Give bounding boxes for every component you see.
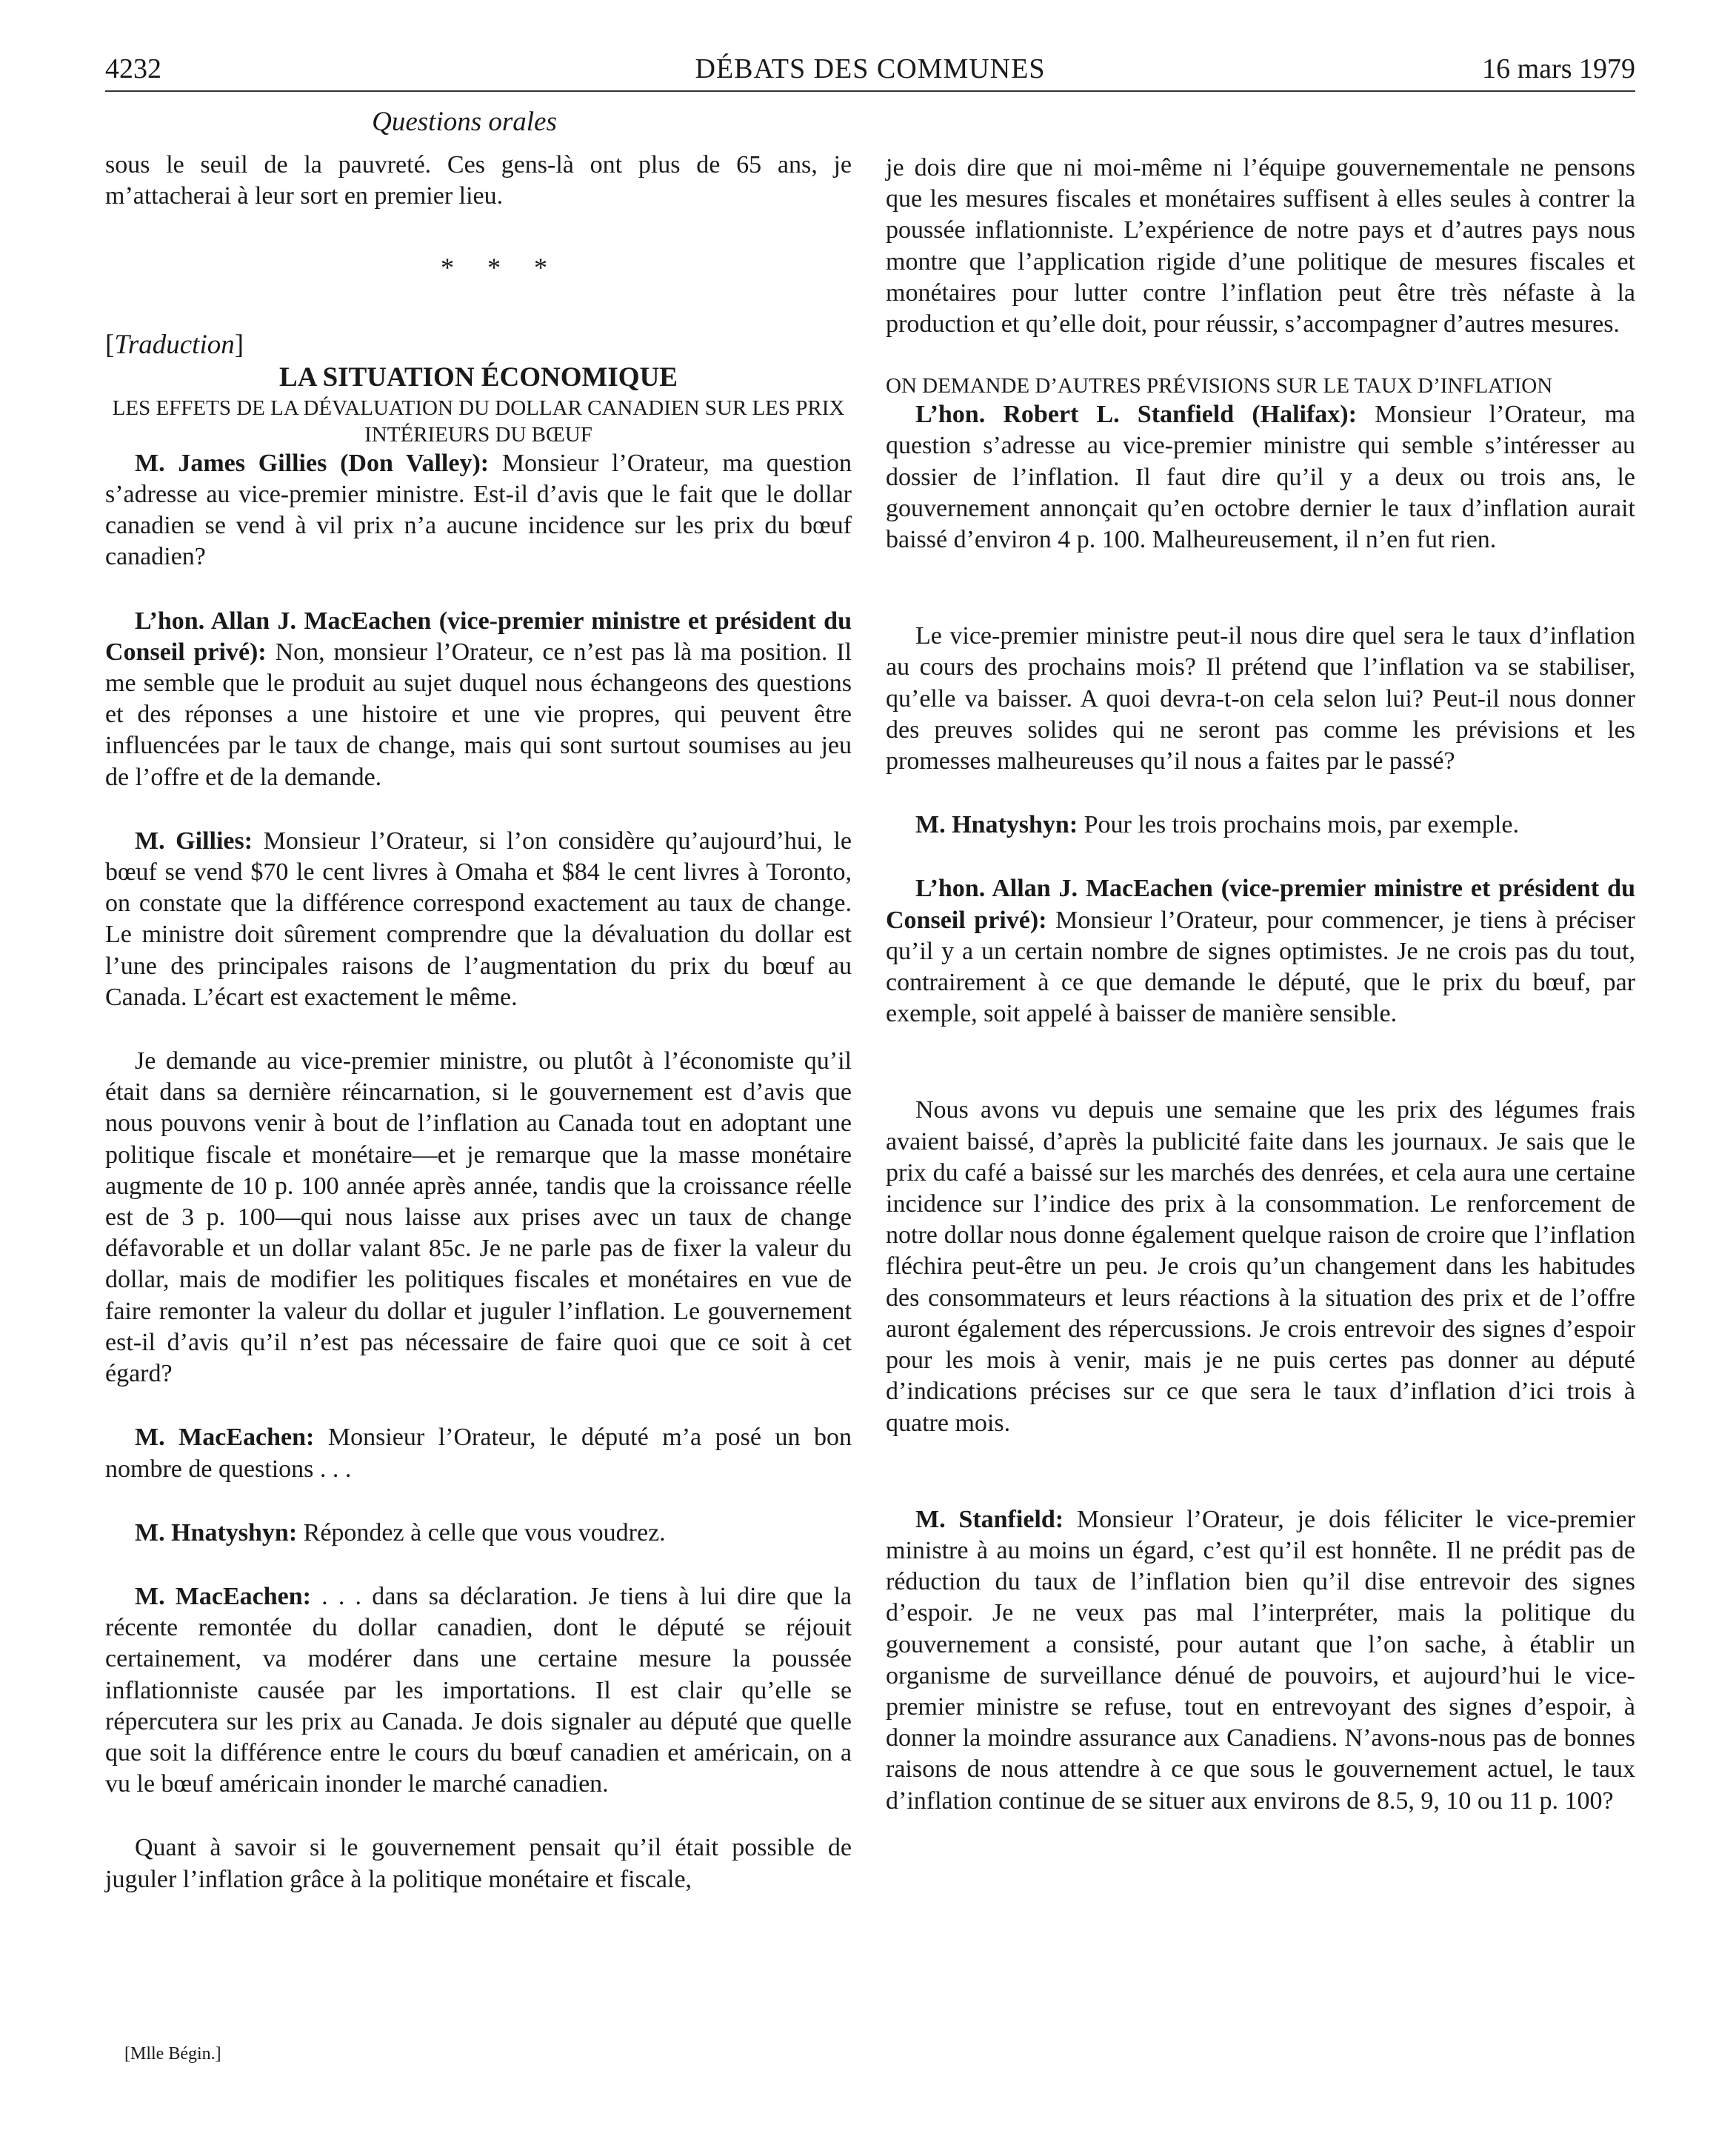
speaker-name: L’hon. Robert L. Stanfield (Halifax): xyxy=(915,401,1357,429)
speech-text: Monsieur l’Orateur, ma question s’adresse au vice-premier ministre. Est-il d’avis que le fait que le dollar canadien se vend à vil prix n’a aucune incidence sur les prix du bœuf canadien? xyxy=(105,449,852,571)
translation-tag: [Traduction] xyxy=(105,329,244,360)
paragraph xyxy=(105,1581,852,1800)
right-column xyxy=(886,153,1635,1817)
speaker-name: L’hon. Allan J. MacEachen (vice-premier ministre et président du Conseil privé): xyxy=(886,875,1635,934)
paragraph: sous le seuil de la pauvreté. Ces gens-là ont plus de 65 ans, je m’attacherai à leur sort en premier lieu. xyxy=(105,151,852,210)
speaker-name: M. Hnatyshyn: xyxy=(915,811,1078,839)
speech-text: Monsieur l’Orateur, je dois féliciter le vice-premier ministre à au moins un égard, c’est qu’il est honnête. Il ne prédit pas de réduction du taux de l’inflation bien qu’il dise entrevoir des signes d’espoir. Je ne veux pas mal l’interpréter, mais la politique du gouvernement a consisté, pour autant que l’on sache, à établir un organisme de surveillance dénué de pouvoirs, et aujourd’hui le vice-premier ministre se refuse, tout en entrevoyant des signes d’espoir, à donner la moindre assurance aux Canadiens. N’avons-nous pas de bonnes raisons de nous attendre à ce que sous le gouvernement actuel, le taux d’inflation continue de se situer aux environs de 8.5, 9, 10 ou 11 p. 100? xyxy=(886,1505,1635,1815)
publication-title: DÉBATS DES COMMUNES xyxy=(695,53,1046,84)
speaker-name: L’hon. Allan J. MacEachen (vice-premier ministre et président du Conseil privé): xyxy=(105,607,852,666)
paragraph xyxy=(105,448,852,573)
issue-date: 16 mars 1979 xyxy=(1482,53,1635,84)
speech-text: . . . dans sa déclaration. Je tiens à lui dire que la récente remontée du dollar canadien, dont le député se réjouit certainement, va modérer dans une certaine mesure la poussée inflationniste causée par les importations. Il est clair qu’elle se répercutera sur les prix au Canada. Je dois signaler au député que quelle que soit la différence entre le cours du bœuf canadien et américain, on a vu le bœuf américain inonder le marché canadien. xyxy=(105,1582,852,1798)
paragraph: Nous avons vu depuis une semaine que les prix des légumes frais avaient baissé, d’après la publicité faite dans les journaux. Je sais que le prix du café a baissé sur les marchés des denrées, et cela aura une certaine incidence sur l’indice des prix à la consommation. Le renforcement de notre dollar nous donne également quelque raison de croire que l’inflation fléchira peut-être un peu. Je crois qu’un changement dans les habitudes des consommateurs et leurs réactions à la situation des prix et de l’offre auront également des répercussions. Je crois entrevoir des signes d’espoir pour les mois à venir, mais je ne puis certes pas donner au député d’indications précises sur ce que sera le taux d’inflation d’ici trois à quatre mois. xyxy=(886,1096,1635,1437)
article-subheading: LES EFFETS DE LA DÉVALUATION DU DOLLAR CANADIEN SUR LES PRIX INTÉRIEURS DU BŒUF xyxy=(112,396,845,447)
paragraph: Je demande au vice-premier ministre, ou plutôt à l’économiste qu’il était dans sa dernière réincarnation, si le gouvernement est d’avis que nous pouvons venir à bout de l’inflation au Canada tout en adoptant une politique fiscale et monétaire—et je remarque que la masse monétaire augmente de 10 p. 100 année après année, tandis que la croissance réelle est de 3 p. 100—qui nous laisse aux prises avec un taux de change défavorable et un dollar valant 85c. Je ne parle pas de fixer la valeur du dollar, mais de modifier les politiques fiscales et monétaires en vue de faire remonter la valeur du dollar et juguler l’inflation. Le gouvernement est-il d’avis qu’il n’est pas nécessaire de faire quoi que ce soit à cet égard? xyxy=(105,1047,852,1388)
speaker-name: M. James Gillies (Don Valley): xyxy=(135,449,490,477)
paragraph: je dois dire que ni moi-même ni l’équipe gouvernementale ne pensons que les mesures fiscales et monétaires suffisent à elles seules à contrer la poussée inflationniste. L’expérience de notre pays et d’autres pays nous montre que l’application rigide d’une politique de mesures fiscales et monétaires pour lutter contre l’inflation peut être très néfaste à la production et qu’elle doit, pour réussir, s’accompagner d’autres mesures. xyxy=(886,154,1635,338)
speaker-name: M. MacEachen: xyxy=(135,1424,315,1452)
section-title: Questions orales xyxy=(372,107,557,137)
speech-text: Monsieur l’Orateur, si l’on considère qu’aujourd’hui, le bœuf se vend $70 le cent livres à Omaha et $84 le cent livres à Toronto, on constate que la différence correspond exactement au taux de change. Le ministre doit sûrement comprendre que la dévaluation du dollar est l’une des principales raisons de l’augmentation du prix du bœuf au Canada. L’écart est exactement le même. xyxy=(105,827,852,1011)
speech-text: Répondez à celle que vous voudrez. xyxy=(297,1518,666,1547)
speech-text: Non, monsieur l’Orateur, ce n’est pas là ma position. Il me semble que le produit au sujet duquel nous échangeons des questions et des réponses a une histoire et une vie propres, qui peuvent être influencées par le taux de change, mais qui sont surtout soumises au jeu de l’offre et de la demande. xyxy=(105,638,852,791)
speaker-name: M. Hnatyshyn: xyxy=(135,1518,298,1547)
speech-text: Monsieur l’Orateur, pour commencer, je tiens à préciser qu’il y a un certain nombre de signes optimistes. Je ne crois pas du tout, contrairement à ce que demande le député, que le prix du bœuf, par exemple, soit appelé à baisser de manière sensible. xyxy=(886,906,1635,1028)
paragraph xyxy=(886,399,1635,555)
paragraph: Le vice-premier ministre peut-il nous dire quel sera le taux d’inflation au cours des prochains mois? Il prétend que l’inflation va se stabiliser, qu’elle va baisser. A quoi devra-t-on cela selon lui? Peut-il nous donner des preuves solides qui ne seront pas comme les prévisions et les promesses malheureuses qu’il nous a faites par le passé? xyxy=(886,622,1635,775)
page-footer-note: [Mlle Bégin.] xyxy=(124,2044,221,2063)
translation-label: Traduction xyxy=(114,329,235,360)
article-subheading: ON DEMANDE D’AUTRES PRÉVISIONS SUR LE TAUX D’INFLATION xyxy=(886,374,1553,398)
speech-text: Monsieur l’Orateur, ma question s’adresse au vice-premier ministre qui semble s’intéresser au dossier de l’inflation. Il faut dire qu’il y a deux ou trois ans, le gouvernement annonçait qu’en octobre dernier le taux d’inflation aurait baissé d’environ 4 p. 100. Malheureusement, il n’en fut rien. xyxy=(886,401,1636,554)
paragraph xyxy=(886,873,1635,1030)
paragraph xyxy=(105,606,852,793)
section-separator: * * * xyxy=(441,253,561,283)
speech-text: Pour les trois prochains mois, par exemple. xyxy=(1078,811,1519,839)
article-heading: LA SITUATION ÉCONOMIQUE xyxy=(279,361,678,393)
page-header xyxy=(105,46,1635,92)
speaker-name: M. Stanfield: xyxy=(915,1505,1064,1533)
left-column xyxy=(105,150,852,1895)
speech-text: Monsieur l’Orateur, le député m’a posé un bon nombre de questions . . . xyxy=(105,1424,852,1483)
paragraph: Quant à savoir si le gouvernement pensait qu’il était possible de juguler l’inflation grâce à la politique monétaire et fiscale, xyxy=(105,1834,852,1893)
paragraph xyxy=(105,1422,852,1484)
speaker-name: M. Gillies: xyxy=(135,827,253,855)
speaker-name: M. MacEachen: xyxy=(135,1582,311,1610)
page-number: 4232 xyxy=(105,53,161,84)
paragraph xyxy=(886,810,1635,841)
paragraph xyxy=(886,1504,1635,1817)
paragraph xyxy=(105,826,852,1013)
paragraph xyxy=(105,1518,852,1549)
